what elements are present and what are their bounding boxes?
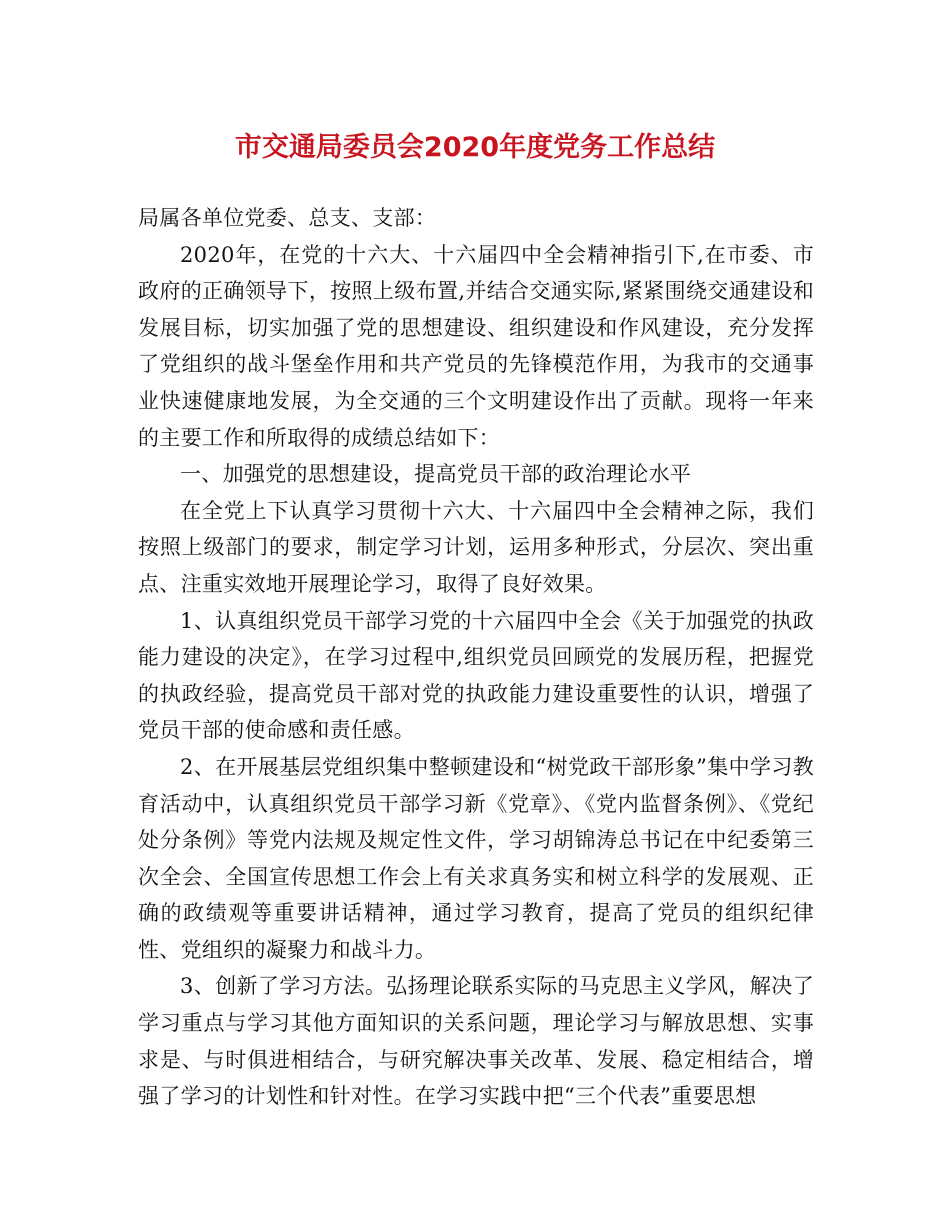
salutation: 局属各单位党委、总支、支部： xyxy=(138,206,437,230)
document-body xyxy=(138,200,814,1115)
paragraph-section-1-intro: 在全党上下认真学习贯彻十六大、十六届四中全会精神之际，我们按照上级部门的要求，制定学习计划，运用多种形式，分层次、突出重点、注重实效地开展理论学习，取得了良好效果。 xyxy=(138,498,814,596)
section-heading-1: 一、加强党的思想建设，提高党员干部的政治理论水平 xyxy=(180,462,692,487)
paragraph-intro: 2020年，在党的十六大、十六届四中全会精神指引下,在市委、市政府的正确领导下，按照上级布置,并结合交通实际,紧紧围绕交通建设和发展目标，切实加强了党的思想建设、组织建设和作风建设，充分发挥了党组织的战斗堡垒作用和共产党员的先锋模范作用，为我市的交通事业快速健康地发展，为全交通的三个文明建设作出了贡献。现将一年来的主要工作和所取得的成绩总结如下： xyxy=(138,242,814,450)
paragraph-item-2: 2、在开展基层党组织集中整顿建设和“树党政干部形象”集中学习教育活动中，认真组织党员干部学习新《党章》、《党内监督条例》、《党纪处分条例》等党内法规及规定性文件，学习胡锦涛总书记在中纪委第三次全会、全国宣传思想工作会上有关求真务实和树立科学的发展观、正确的政绩观等重要讲话精神，通过学习教育，提高了党员的组织纪律性、党组织的凝聚力和战斗力。 xyxy=(138,754,814,962)
document-title: 市交通局委员会2020年度党务工作总结 xyxy=(234,132,716,163)
paragraph-item-1: 1、认真组织党员干部学习党的十六届四中全会《关于加强党的执政能力建设的决定》，在学习过程中,组织党员回顾党的发展历程，把握党的执政经验，提高党员干部对党的执政能力建设重要性的认识，增强了党员干部的使命感和责任感。 xyxy=(138,608,814,743)
paragraph-item-3: 3、创新了学习方法。弘扬理论联系实际的马克思主义学风，解决了学习重点与学习其他方面知识的关系问题，理论学习与解放思想、实事求是、与时俱进相结合，与研究解决事关改革、发展、稳定相结合，增强了学习的计划性和针对性。在学习实践中把“三个代表”重要思想 xyxy=(138,974,814,1109)
